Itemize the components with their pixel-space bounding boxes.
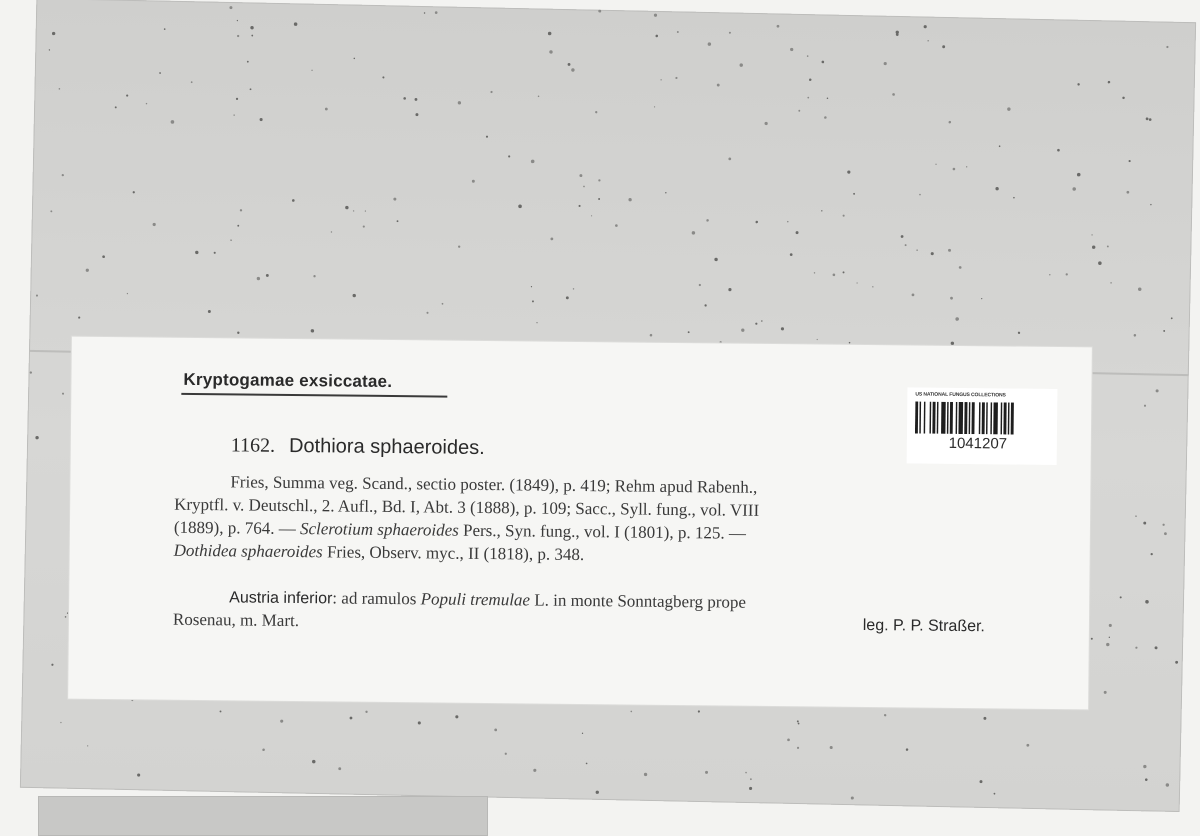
citation-text: Pers., Syn. fung., vol. I (1801), p. 125. — [458,520,747,543]
citation-taxon: Dothidea sphaeroides [173,540,323,562]
barcode-caption: US NATIONAL FUNGUS COLLECTIONS [915,391,1006,399]
specimen-heading [231,434,485,460]
series-title: Kryptogamae exsiccatae. [183,369,393,392]
barcode-icon [915,402,1041,435]
locality-text-before-host: : ad ramulos [332,588,421,609]
citation-text: Fries, Summa veg. Scand., sectio poster. (1849), p. 419; Rehm apud Rabenh., [230,472,758,497]
citation-text: Kryptfl. v. Deutschl., 2. Aufl., Bd. I, Abt. 3 (1888), p. 109; Sacc., Syll. fung., vol. VIII [174,494,760,520]
locality-block [173,586,985,640]
collector: leg. P. P. Straßer. [862,616,986,636]
locality-text-after-host: L. in monte Sonntagberg prope [529,590,747,612]
citation-text: (1889), p. 764. — [173,517,301,539]
citation-text: Fries, Observ. myc., II (1818), p. 348. [322,542,585,565]
barcode-sticker [907,387,1058,465]
citation-taxon: Sclerotium sphaeroides [299,519,459,540]
specimen-number: 1162. [230,434,276,457]
locality-line-2: Rosenau, m. Mart. [172,609,300,631]
series-title-underline [181,393,447,398]
bibliographic-citation [174,470,985,570]
specimen-name: Dothiora sphaeroides. [288,434,485,459]
adjacent-packet-edge [38,796,488,836]
barcode-number: 1041207 [948,434,1008,453]
locality-region: Austria inferior [229,589,333,608]
host-taxon: Populi tremulae [420,589,531,610]
specimen-label [68,337,1092,710]
